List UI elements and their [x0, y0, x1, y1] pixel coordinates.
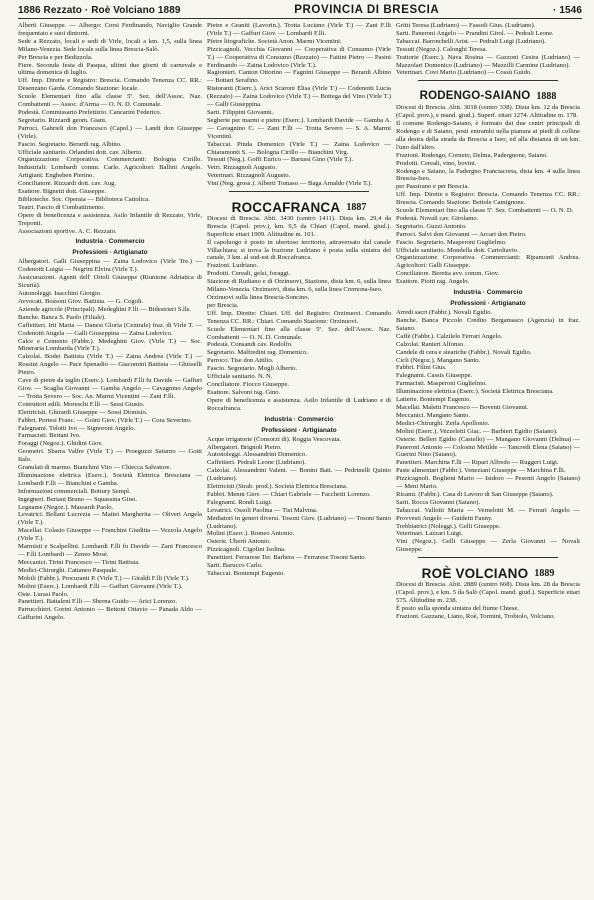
entry: Fascio. Segretario. Berardi rag. Albino.: [18, 140, 122, 148]
entry: Calce e Cemento (Fabbr.). Medeghini Giov. (Virle T.) — Soc. Mineraria Lombarda (Virle T.).: [18, 337, 202, 353]
page-header: [18, 4, 582, 19]
entry: Segretario. Guzzi Antonio.: [396, 222, 467, 230]
entry: Ufficiale sanitario. N. N.: [207, 373, 273, 381]
entry: Cave di pietre da taglio (Eserc.). Lombardi F.lli fu Davide — Gaffuri Giov. — Scaglia Giovanni — Gamba Angelo — Cavagnino Angelo — Trotta Severo — Soc. An. Marmi Vicentini — Zani F.lli.: [18, 377, 202, 400]
entry: Pizzicagnoli. Cigolini Isolina.: [207, 546, 286, 554]
divider: [418, 557, 558, 558]
subheading: Professioni · Artigianato: [450, 300, 526, 308]
entry: Veterinari. Covi Mario (Ludriano) — Cossù Guido.: [396, 69, 532, 77]
roccafranca-trades: [207, 436, 391, 578]
municipality-name: ROÈ VOLCIANO: [421, 566, 529, 582]
entry: Illuminazione elettrica (Eserc.). Società Elettrica Bresciana.: [396, 388, 554, 396]
entry: Sarti. Filippini Giovanni.: [207, 108, 274, 116]
municipality-name: RODENGO-SAIANO: [419, 90, 531, 103]
entry: Geometri. Sbarra Valfre (Virle T.) — Proeguzzi Saturno — Gotti Italo.: [18, 448, 202, 464]
entry: Calzolai. Ranieri Alfonso.: [396, 340, 465, 348]
columns: [18, 22, 582, 900]
entry: Trattorie (Eserc.). Nava Rosina — Gazzoni Cesira (Ludriano) — Mazzolari Domenico (Ludriano) — Mazzilli Carmine (Ludriano).: [396, 53, 580, 69]
column-3-top: [396, 22, 580, 77]
municipality-name: ROCCAFRANCA: [231, 200, 341, 216]
entry: Associazioni sportive. A. C. Rezzato.: [18, 227, 117, 235]
entry: Levatrici. Bellani Lucrezia — Mattei Margherita — Oliveri Angela (Virle T.).: [18, 511, 202, 527]
entry: Costruttori edili. Moreschi F.lli — Sessi Giusto.: [18, 400, 145, 408]
entry: Rodengo e Saiano, la Padergno Franciacorta, dista km. 4 sulla linea Brescia-Iseo.: [396, 167, 580, 183]
roccafranca-body: [207, 215, 391, 413]
entry: Sarti. Paneroni Angelo — Prandini Girol. — Pedrali Leone.: [396, 29, 554, 37]
entry: Pizzicagnoli. Vecchia Giovanni — Cooperativa di Consumo (Virle T.) — Cooperativa di Consumo (Rezzato) — Faitini Pietro — Pasini Ferdinando — Zaina Lodovico (Virle T.).: [207, 45, 391, 69]
entry: Biblioteche. Soc. Operaia — Biblioteca Cattolica.: [18, 195, 150, 203]
entry: Marmisti e Scalpellini. Lombardi F.lli fu Davide — Zani Francesco — F.lli Lombardi — Zeneo Mosè.: [18, 543, 202, 558]
header-page-number: · 1546: [553, 5, 582, 16]
entry: Banche. Banca S. Paolo (Filiale).: [18, 313, 106, 321]
municipality-number: 1887: [346, 202, 367, 214]
entry: Scuole Elementari fino alla classe 5ª. Sez. dell'Assoc. Naz. Combattenti — Assoc. d'Arma — O. N. D. Comunale.: [18, 93, 202, 109]
entry: Tabaccai. Pinda Domenico (Virle T.) — Zaina Lodovico — Chiaramonti S. — Bologna Cirillo — Bianchini Virg.: [207, 140, 391, 156]
entry: Molini (Eserc.). Vezzeletti Giac. — Barbieri Egidio (Saiano).: [396, 427, 558, 435]
entry: Scuole Elementari fino alla classe 5ª. Sez. dell'Assoc. Naz. Combattenti — O. N. D. Comunale.: [207, 325, 391, 341]
entry: Conciliatore. Rizzardi dott. cav. Aug.: [18, 180, 117, 188]
entry: Vetri. Rizzagnoli Augusto.: [207, 164, 277, 172]
entry: Falegnami. Tolotti Ivo — Signoroni Angelo.: [18, 424, 136, 432]
entry: Elettricisti (Strab. prod.). Società Elettrica Bresciana.: [207, 483, 348, 491]
entry: Meccanici. Tirini Francesco — Tirini Battista.: [18, 558, 140, 566]
entry: Pizzicagnoli. Boglioni Mario — Isidoro — Pesenti Angelo (Saiano) — Meni Mario.: [396, 475, 580, 491]
entry: Pietre litografiche. Società Anon. Marmi Vicentini.: [207, 37, 342, 45]
entry: Il comune Rodengo-Saiano, è formato dai due centri principali di Rodengo e di Saiano, posti entrambi nella pianura ai piedi di colline alla destra della strada da Brescia a Iseo, ed alla distanza di un km. l'uno dall'altro.: [396, 120, 580, 151]
roe-body: [396, 581, 580, 621]
entry: Podestà. Commissario Prefettizio. Cancarini Federico.: [18, 108, 162, 116]
entry: Panettieri. Ferrarese Ter. Barbera — Ferrarese Tosoni Santo.: [207, 554, 367, 562]
entry: Calzolai. Bodei Battista (Virle T.) — Zaina Andrea (Virle T.) — Rossini Angelo — Pace Spenadio — Giacomini Battista — Ghisselli Pietro.: [18, 353, 202, 377]
entry: Fascio. Segretario. Masperoni Guglielmo.: [396, 238, 507, 246]
entry: Candele di cera e steariche (Fabbr.). Novali Egidio.: [396, 348, 532, 356]
entry: Farmacisti. Bertani Ivo.: [18, 432, 81, 440]
entry: Illuminazione elettrica (Eserc.). Società Elettrica Bresciana — Lombardi F.lli — Bianchini e Gamba.: [18, 471, 202, 487]
entry: Tessuti (Negoz.). Calonghi Teresa.: [396, 45, 488, 53]
subheading: Industria · Commercio: [75, 238, 145, 246]
entry: Tabaccai. Vallotti Maria — Vernelotti M. — Ferrari Angelo — Provvesti Angelo — Guidetti Fanny.: [396, 506, 580, 522]
entry: Banche. Banca Piccolo Credito Bergamasco (Agenzia) in fraz. Saiano.: [396, 317, 580, 332]
entry: Paste alimentari (Fabbr.). Veneziani Giuseppe — Marchina F.lli.: [396, 467, 566, 475]
entry: Podestà. Novali cav. Girolamo.: [396, 214, 479, 222]
entry: Parroci. Salvi don Giovanni — Arcari don Pietro.: [396, 230, 527, 238]
subheading: Professioni · Artigianato: [72, 249, 148, 257]
entry: Medici-Chirurghi. Zerla Apollonio.: [396, 419, 490, 427]
entry: Assicurazioni. Agenti dell' Orioli Giuseppe (Riunione Adriatica di Sicurtà).: [18, 274, 202, 290]
entry: Caffettieri. Irti Maria — Danesi Gloria (Centrale) fraz. di Virle T. — Codenotti Angela — Galli Giuseppina — Zaina Lodovico.: [18, 321, 202, 337]
entry: Tabaccai. Baronchelli Arist. — Pedrali Luigi (Ludriano).: [396, 37, 546, 45]
entry: Fabbri. Filini Gius.: [396, 364, 447, 372]
entry: Opere di beneficenza e assistenza. Asilo Infantile di Rezzato, Virle, Treponti.: [18, 211, 202, 227]
subheading: Professioni · Artigianato: [261, 426, 337, 434]
entry: Fiere. Seconda festa di Pasqua, ultimi due giorni di carnevale e ultima domenica di luglio.: [18, 61, 202, 77]
section-title-rodengo-saiano: [396, 90, 580, 103]
entry: Ristoranti (Eserc.). Arici Scaroni Elisa (Virle T.) — Codenotti Lucia (Rezzato) — Zaina Lodovico (Virle T.) — Bottega del Vino (Virle T.) — Galli Giuseppina.: [207, 85, 391, 109]
entry: Teatri. Fascio di Combattimento.: [18, 203, 105, 211]
entry: per Passirano e per Brescia.: [396, 183, 470, 191]
entry: Stazione di Rudiano e di Orzinuovi, Stazione, dista km. 6, sulla linea Milano-Venezia. Orzinuovi, dista km. 6, sulla linea Cremona-Iseo.: [207, 278, 391, 294]
entry: Calzolai. Alessandrini Valent. — Bonini Batt. — Pedrinelli Quinto (Ludriano).: [207, 467, 391, 483]
entry: Sede a Rezzato, locali e sedi di Virle, locali a km. 1,5, sulla linea Milano-Venezia. Sede locale sulla linea Brescia-Salò.: [18, 37, 202, 53]
entry: Organizzazione Corporativa. Commercianti: Ripamonti Andrea. Agricoltori: Galli Giuseppe.: [396, 254, 580, 270]
entry: Albergatori. Galli Giuseppina — Zaina Lodovico (Virle Tre.) — Codenotti Luigia — Negrini Elvira (Virle T.).: [18, 258, 202, 274]
entry: Macellai. Maletti Francesco — Boventi Giovanni.: [396, 403, 529, 411]
entry: Frazioni. Rodengo, Corneto, Delma, Padergnone, Saiano.: [396, 151, 548, 159]
entry: Segretario. Malfredini rag. Domenico.: [207, 349, 309, 357]
entry: Diocesi di Brescia. Abit. 3018 (centro 338). Dista km. 12 da Brescia (Capol. prov.), e mand. giud.). Superf. ettari 1274. Altitudine m. 178.: [396, 104, 580, 120]
entry: Sarti. Barucco Carlo.: [207, 562, 263, 570]
entry: Ingegneri. Bertani Bruno — Squassina Gino.: [18, 495, 137, 503]
entry: Scuole Elementari fino alla classe 5ª. Sez. Combattenti — O. N. D.: [396, 207, 574, 215]
entry: Orzinuovi sulla linea Brescia-Soncino.: [207, 294, 310, 301]
entry: Prodotti. Cereali, vino, bovini.: [396, 159, 477, 167]
municipality-number: 1889: [534, 568, 555, 580]
entry: Fascio. Segretario. Mogli Alberto.: [207, 365, 298, 373]
entry: Uff. Imp. Dirette e Registro: Brescia. Comando Tenenza CC. RR.: Desenzano Garda. Comando Stazione: locale.: [18, 77, 202, 93]
entry: Il capoluogo è posto in ubertoso territorio, attraversato dal canale Villachiara; si trova la frazione Ludriano è posta sulla sinistra del canale, 3 km. al sud-est di Roccafranca.: [207, 238, 391, 262]
entry: Meccanici. Mangano Santo.: [396, 411, 470, 419]
entry: Uff. Imp. Dirette e Registro: Brescia. Comando Tenenza CC. RR.: Brescia. Comando Stazione: Bettole Camignone.: [396, 191, 580, 207]
entry: Frazioni. Ludriano.: [207, 262, 259, 270]
entry: Sarti. Rocca Giovanni (Saiano).: [396, 498, 481, 506]
entry: Gritti Teresa (Ludriano) — Fassoli Gius. (Ludriano).: [396, 22, 536, 29]
entry: Veterinari. Lazzari Luigi.: [396, 530, 463, 538]
entry: Arredi sacri (Fabbr.). Novali Egidio.: [396, 309, 493, 317]
entry: Mobili (Fabbr.). Procuranti P. (Virle T.) — Giraldi F.lli (Virle T.).: [18, 574, 190, 582]
entry: Ragionieri. Canton Ottorino — Fagnini Giuseppe — Berardi Albino — Bottari Serafino.: [207, 69, 391, 85]
entry: Prodotti. Cereali, gelsi, foraggi.: [207, 270, 291, 278]
entry: Parroco. Tise don Attilio.: [207, 357, 274, 365]
entry: Esattore. Salvoni rag. Gino.: [207, 388, 281, 396]
entry: Conciliatore. Fiocco Giuseppe.: [207, 380, 290, 388]
entry: Osterie. Ubertì Antonio.: [207, 538, 271, 546]
rodengo-body: [396, 104, 580, 286]
entry: Pietre e Graniti (Lavorin.). Trotta Luciano (Virle T.) — Zani F.lli (Virle T.) — Gaffuri Giov. — Lombardi F.lli.: [207, 22, 391, 37]
entry: Legname (Negoz.). Massardi Paolo.: [18, 503, 114, 511]
subheading: Industria · Commercio: [264, 415, 334, 423]
entry: Esattore. Piotti rag. Angelo.: [396, 278, 470, 286]
entry: Farmacisti. Masperoni Guglielmo.: [396, 380, 487, 388]
header-center: PROVINCIA DI BRESCIA: [294, 4, 440, 16]
entry: Organizzazione Corporativa. Commercianti: Bologna Cirillo. Industriali: Lombardi comm. Carlo. Agricoltori: Ballini Angelo. Artigiani: Engheben Pierino.: [18, 156, 202, 180]
entry: Osterie. Belleri Egidio (Castello) — Mangano Giovanni (Delma) — Paneroni Antonio — Colosini Metilde — Tancredi Elena (Saiano) — Guerini Nino (Saiano).: [396, 435, 580, 459]
entry: Acque irrigatorie (Consorzi di). Roggia Vescovata.: [207, 435, 342, 443]
entry: Levatrici. Ossoli Paolina — Tisi Malvina.: [207, 506, 318, 514]
entry: Caffè (Fabbr.). Calzilelo Ferrari Angelo.: [396, 332, 503, 340]
header-left: 1886 Rezzato · Roè Volciano 1889: [18, 5, 181, 16]
entry: Molini (Eserc.). Lombardi F.lli — Gaffuri Giovanni (Virle T.).: [18, 582, 183, 590]
entry: Diocesi di Brescia. Abit. 2889 (centro 668). Dista km. 28 da Brescia (Capol. prov.), e km. 5 da Salò (Capol. mand. giud.). Superficie ettari 575. Altitudine m. 238.: [396, 581, 580, 604]
entry: Esattore. Bignetti dott. Giuseppe.: [18, 188, 106, 196]
entry: Albergatori. Brignoli Pietro.: [207, 443, 282, 451]
entry: Fabbri. Menni Giov. — Chiari Gabriele — Facchetti Lorenzo.: [207, 490, 371, 498]
column-1: [18, 22, 202, 900]
entry: Oste. Lurasi Paolo.: [18, 590, 69, 598]
entry: Mediatori in generi diversi. Tosoni Giov. (Ludriano) — Tosoni Santo (Ludriano).: [207, 514, 391, 530]
entry: Parroci. Gabrieli don Francesco (Capol.) — Landi don Giuseppe (Virle).: [18, 124, 202, 140]
entry: Fabbri. Portesi Franc. — Goini Giov. (Virle T.) — Cora Severino.: [18, 416, 192, 424]
entry: Vini (Negoz.). Gelli Giuseppe — Zerla Giovanni — Novali Giuseppe.: [396, 538, 580, 554]
entry: Latterie. Bontempi Eugenio.: [396, 396, 472, 404]
entry: Falegnami. Cassis Giuseppe.: [396, 372, 473, 380]
rodengo-trades: [396, 309, 580, 554]
entry: Medici-Chirurghi. Cattaneo Pasquale.: [18, 566, 118, 574]
section-title-roccafranca: [207, 200, 391, 216]
entry: Foraggi (Negoz.). Ghidini Giov.: [18, 440, 103, 448]
column-2: [207, 22, 391, 900]
entry: Aziende agricole (Principali). Medeghini F.lli — Bidestrieri S.lle.: [18, 305, 192, 313]
entry: Autonoleggi. Alessandrini Domenico.: [207, 451, 307, 459]
entry: Caffettieri. Pedrali Leone (Ludriano).: [207, 459, 306, 467]
column-2-top: [207, 22, 391, 188]
entry: Diocesi di Brescia. Abit. 3430 (centro 1411). Dista km. 29,4 da Brescia (Capol. prov.), km. 9,5 da Chiari (Capol. mand. giud.). Superficie ettari 1909. Altitudine m. 101.: [207, 214, 391, 238]
entry: Avvocati. Bossoni Giov. Battista. — G. Cogoli.: [18, 298, 144, 305]
section-title-roe-volciano: [396, 566, 580, 582]
entry: Ricami. (Fabbr.). Casa di Lavoro di San Giuseppe (Saiano).: [396, 490, 554, 498]
municipality-number: 1888: [536, 91, 557, 103]
entry: Podestà. Consandi cav. Rodolfo.: [207, 341, 293, 349]
entry: per Brescia.: [207, 301, 239, 309]
divider: [418, 80, 558, 81]
entry: Tabaccai. Bontempi Eugenio.: [207, 570, 285, 577]
entry: Frazioni. Gazzane, Liano, Roè, Tormini, Trobiolo, Volciano.: [396, 612, 556, 620]
entry: Macellai. Colasio Giuseppe — Franchini Giuditta — Vezzola Angelo (Virle T.).: [18, 527, 202, 543]
entry: Ufficiale sanitario. Orlandini dott. cav. Alberto.: [18, 148, 143, 156]
entry: Panettieri. Marchina F.lli — Ripari Alfredo — Ruggeri Luigi.: [396, 459, 559, 467]
entry: Informazioni commerciali. Bottury Sempl.: [18, 487, 131, 495]
entry: Veterinari. Rizzagnoli Augusto.: [207, 172, 291, 180]
entry: Granulati di marmo. Bianchini Vito — Chiecca Salvatore.: [18, 464, 172, 472]
entry: Segretario. Rizzardi geom. Giani.: [18, 116, 107, 124]
entry: Tessuti (Neg.). Goffi Eurico — Barussi Gino (Virle T.).: [207, 156, 354, 164]
entry: Ufficiale sanitario. Mondella dott. Cartoltavio.: [396, 246, 519, 254]
entry: Opere di beneficenza e assistenza. Asilo Infantile di Ludriano e di Roccafranca.: [207, 396, 391, 412]
column-3: [396, 22, 580, 900]
entry: Conciliatore. Beretta avv. comm. Giov.: [396, 270, 500, 278]
entry: Elettricisti. Ghirardi Giuseppe — Sossi Dionisio.: [18, 408, 148, 416]
divider: [229, 191, 369, 192]
entry: Uff. Imp. Dirette: Chiari. Uff. del Registro: Orzinuovi. Comando Tenenza CC. RR.: Chiari. Comando Stazione: Orzinuovi.: [207, 309, 391, 325]
entry: Molini (Eserc.). Romeo Antonio.: [207, 530, 295, 538]
entry: Trebbiatrici (Noleggi.). Gelli Giuseppe.: [396, 522, 501, 530]
entry: È posto sulla sponda sinistra del fiume Chiese.: [396, 604, 520, 612]
entry: Falegnami. Rondi Luigi.: [207, 498, 272, 506]
entry: Per Brescia e per Bedizzola.: [18, 53, 93, 61]
entry: Autonoleggi. Isacchini Giorgio.: [18, 290, 102, 298]
entry: Segherie per marmi e pietre (Eserc.). Lombardi Davide — Gamba A. — Cavagnino C. — Zani F.lli — Trotta Severo — S. A. Marmi Vicentini.: [207, 116, 391, 140]
entry: Parrucchieri. Gorini Antonio — Bettoni Ottavio — Panada Aldo — Gaffurini Angelo.: [18, 606, 202, 622]
entry: Cicli (Negoz.). Mangano Santo.: [396, 356, 481, 364]
entry: Vini (Neg. gross.). Alberti Tomaso — Baga Arnaldo (Virle T.).: [207, 180, 373, 188]
entry: Panettieri. Battaleni F.lli — Sberna Guido — Arici Lorenzo.: [18, 598, 177, 606]
subheading: Industria · Commercio: [453, 289, 523, 297]
entry: Alberti Giuseppe. — Albergo: Corsi Ferdinando, Naviglio Grande frequentato e suoi dintorni.: [18, 22, 202, 37]
